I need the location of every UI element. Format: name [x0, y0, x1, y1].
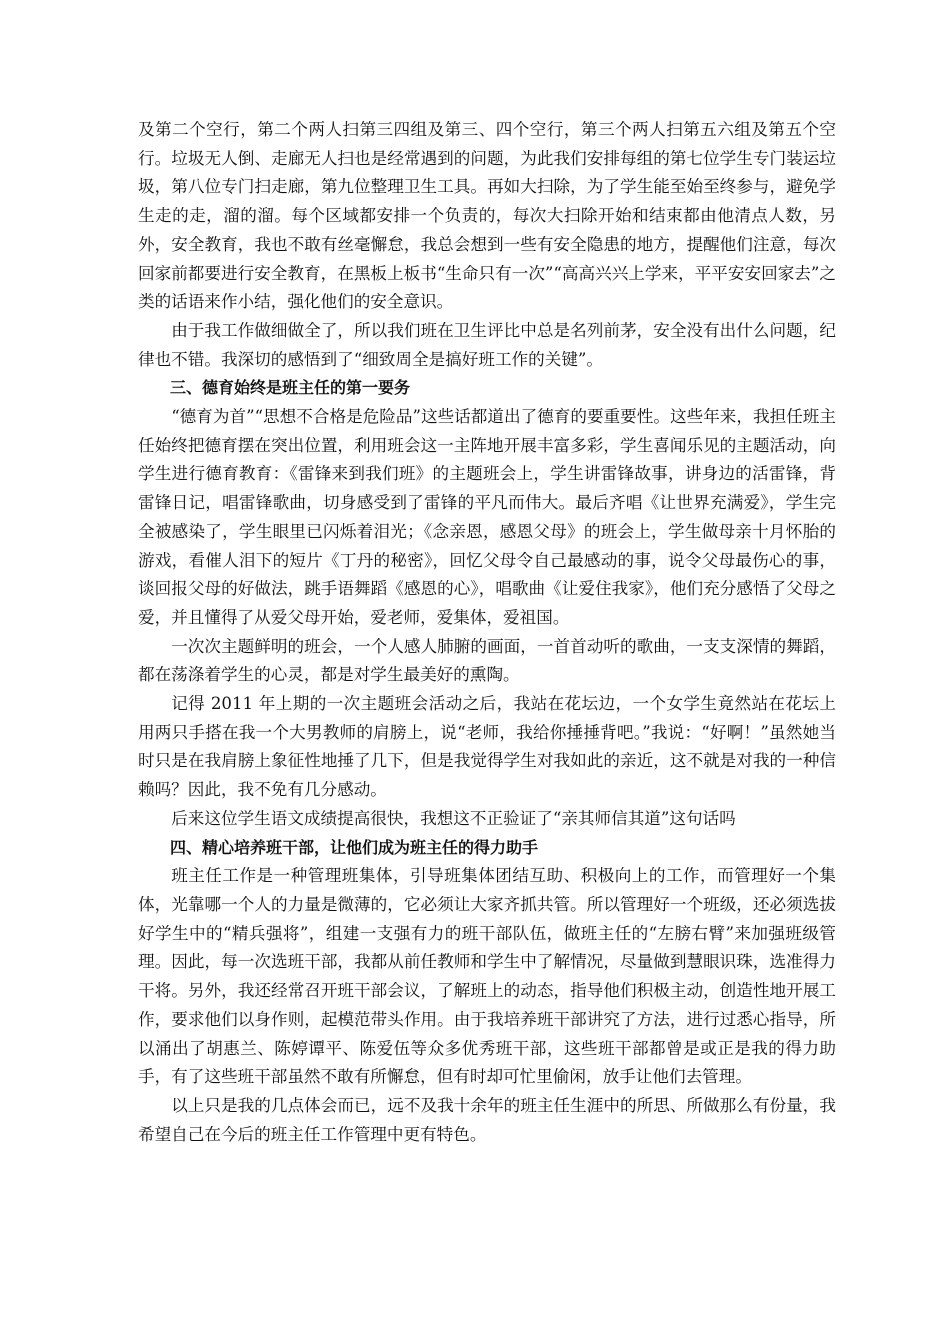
paragraph-theme-meetings: 一次次主题鲜明的班会，一个人感人肺腑的画面，一首首动听的歌曲，一支支深情的舞蹈，都在荡涤着学生的心灵，都是对学生最美好的熏陶。	[138, 636, 836, 685]
document-page	[138, 116, 836, 1149]
paragraph-cleaning-duties: 及第二个空行，第二个两人扫第三四组及第三、四个空行，第三个两人扫第五六组及第五个空行。垃圾无人倒、走廊无人扫也是经常遇到的问题，为此我们安排每组的第七位学生专门装运垃圾，第八位专门扫走廊，第九位整理卫生工具。再如大扫除，为了学生能至始至终参与，避免学生走的走，溜的溜。每个区域都安排一个负责的，每次大扫除开始和结束都由他清点人数，另外，安全教育，我也不敢有丝毫懈怠，我总会想到一些有安全隐患的地方，提醒他们注意，每次回家前都要进行安全教育，在黑板上板书“生命只有一次”“高高兴兴上学来，平平安安回家去”之类的话语来作小结，强化他们的安全意识。	[138, 120, 836, 312]
section-heading-4: 四、精心培养班干部，让他们成为班主任的得力助手	[170, 837, 539, 857]
paragraph-moral-education: “德育为首”“思想不合格是危险品”这些话都道出了德育的要重要性。这些年来，我担任班主任始终把德育摆在突出位置，利用班会这一主阵地开展丰富多彩，学生喜闻乐见的主题活动，向学生进行德育教育：《雷锋来到我们班》的主题班会上，学生讲雷锋故事，讲身边的活雷锋，背雷锋日记，唱雷锋歌曲，切身感受到了雷锋的平凡而伟大。最后齐唱《让世界充满爱》，学生完全被感染了，学生眼里已闪烁着泪光；《念亲恩，感恩父母》的班会上，学生做母亲十月怀胎的游戏，看催人泪下的短片《丁丹的秘密》，回忆父母令自己最感动的事，说令父母最伤心的事，谈回报父母的好做法，跳手语舞蹈《感恩的心》，唱歌曲《让爱住我家》，他们充分感悟了父母之爱，并且懂得了从爱父母开始，爱老师，爱集体，爱祖国。	[138, 407, 836, 627]
paragraph-class-cadres: 班主任工作是一种管理班集体，引导班集体团结互助、积极向上的工作，而管理好一个集体，光靠哪一个人的力量是微薄的，它必须让大家齐抓共管。所以管理好一个班级，还必须选拔好学生中的“精兵强将”，组建一支强有力的班干部队伍，做班主任的“左膀右臂”来加强班级管理。因此，每一次选班干部，我都从前任教师和学生中了解情况，尽量做到慧眼识珠，选准得力干将。另外，我还经常召开班干部会议，了解班上的动态，指导他们积极主动，创造性地开展工作，要求他们以身作则，起模范带头作用。由于我培养班干部讲究了方法，进行过悉心指导，所以涌出了胡惠兰、陈婷谭平、陈爱伍等众多优秀班干部，这些班干部都曾是或正是我的得力助手，有了这些班干部虽然不敢有所懈怠，但有时却可忙里偷闲，放手让他们去管理。	[138, 866, 836, 1087]
paragraph-student-progress: 后来这位学生语文成绩提高很快，我想这不正验证了“亲其师信其道”这句话吗	[171, 808, 736, 828]
paragraph-cleaning-result: 由于我工作做细做全了，所以我们班在卫生评比中总是名列前茅，安全没有出什么问题，纪律也不错。我深切的感悟到了“细致周全是搞好班工作的关键”。	[138, 320, 836, 369]
section-heading-3: 三、德育始终是班主任的第一要务	[170, 378, 411, 398]
paragraph-conclusion: 以上只是我的几点体会而已，远不及我十余年的班主任生涯中的所思、所做那么有份量，我希望自己在今后的班主任工作管理中更有特色。	[138, 1095, 836, 1144]
paragraph-2011-memory: 记得 2011 年上期的一次主题班会活动之后，我站在花坛边，一个女学生竟然站在花坛上用两只手搭在我一个大男教师的肩膀上，说“老师，我给你捶捶背吧。”我说：“好啊！”虽然她当时只是在我肩膀上象征性地捶了几下，但是我觉得学生对我如此的亲近，这不就是对我的一种信赖吗？因此，我不免有几分感动。	[138, 694, 836, 800]
